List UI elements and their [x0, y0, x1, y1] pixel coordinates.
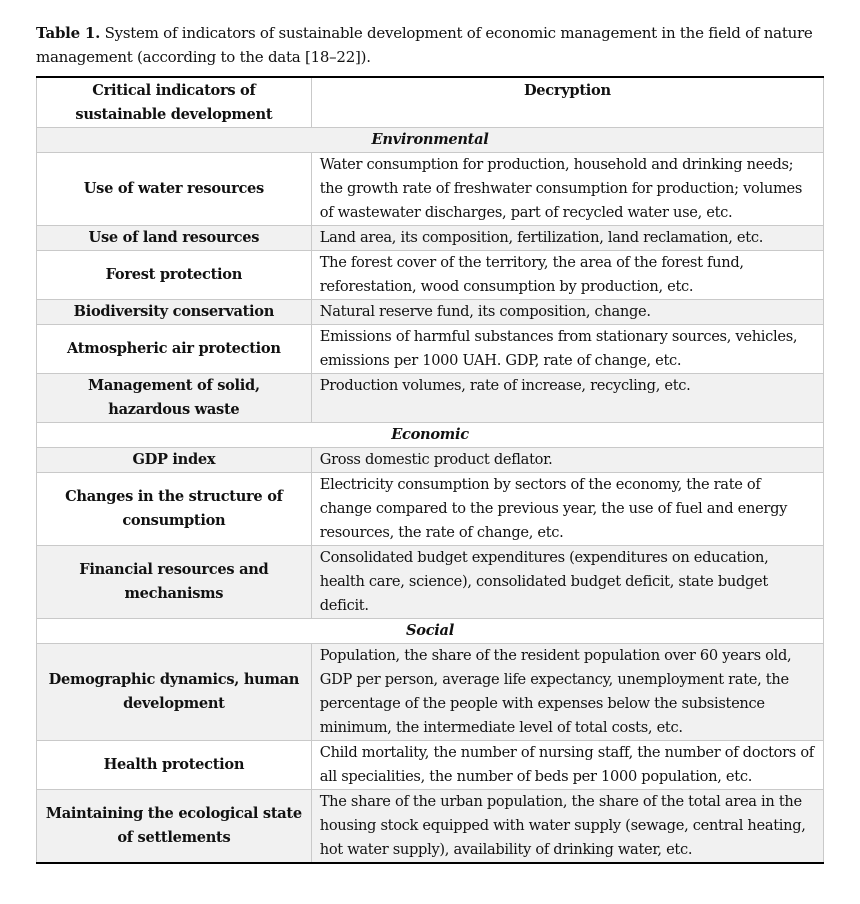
description-cell: Consolidated budget expenditures (expenditures on education, health care, science), consolidated budget deficit, state budget deficit.	[311, 546, 823, 619]
indicator-cell: Atmospheric air protection	[37, 325, 312, 374]
description-cell: Electricity consumption by sectors of the economy, the rate of change compared to the previous year, the use of fuel and energy resources, the rate of change, etc.	[311, 473, 823, 546]
table-row	[37, 546, 824, 619]
description-cell: Production volumes, rate of increase, recycling, etc.	[311, 374, 823, 423]
section-title: Social	[37, 619, 824, 644]
indicator-cell: Use of water resources	[37, 153, 312, 226]
table-caption-label: Table 1.	[36, 24, 101, 42]
section-title: Economic	[37, 423, 824, 448]
table-row	[37, 374, 824, 423]
table-row	[37, 473, 824, 546]
description-cell: Emissions of harmful substances from stationary sources, vehicles, emissions per 1000 UAH. GDP, rate of change, etc.	[311, 325, 823, 374]
table-row	[37, 741, 824, 790]
table-caption	[36, 21, 836, 69]
table-row	[37, 300, 824, 325]
table-row	[37, 644, 824, 741]
indicator-cell: Forest protection	[37, 251, 312, 300]
description-cell: The share of the urban population, the share of the total area in the housing stock equipped with water supply (sewage, central heating, hot water supply), availability of drinking water, etc.	[311, 790, 823, 864]
indicator-cell: GDP index	[37, 448, 312, 473]
description-cell: Land area, its composition, fertilization, land reclamation, etc.	[311, 226, 823, 251]
table-row	[37, 325, 824, 374]
table-row	[37, 448, 824, 473]
indicator-cell: Financial resources and mechanisms	[37, 546, 312, 619]
table-header-row	[37, 77, 824, 128]
indicator-cell: Changes in the structure of consumption	[37, 473, 312, 546]
column-header-indicators: Critical indicators of sustainable development	[37, 77, 312, 128]
indicator-cell: Management of solid, hazardous waste	[37, 374, 312, 423]
table-row	[37, 251, 824, 300]
indicator-cell: Demographic dynamics, human development	[37, 644, 312, 741]
table-row	[37, 153, 824, 226]
description-cell: Population, the share of the resident population over 60 years old, GDP per person, average life expectancy, unemployment rate, the percentage of the people with expenses below the subsistence minimum, the intermediate level of total costs, etc.	[311, 644, 823, 741]
indicator-cell: Use of land resources	[37, 226, 312, 251]
description-cell: Water consumption for production, household and drinking needs; the growth rate of freshwater consumption for production; volumes of wastewater discharges, part of recycled water use, etc.	[311, 153, 823, 226]
table-row	[37, 790, 824, 864]
description-cell: Gross domestic product deflator.	[311, 448, 823, 473]
indicator-cell: Health protection	[37, 741, 312, 790]
description-cell: Natural reserve fund, its composition, change.	[311, 300, 823, 325]
indicator-cell: Biodiversity conservation	[37, 300, 312, 325]
indicators-table	[36, 76, 824, 864]
description-cell: Child mortality, the number of nursing staff, the number of doctors of all specialities, the number of beds per 1000 population, etc.	[311, 741, 823, 790]
column-header-decryption: Decryption	[311, 77, 823, 128]
section-row-economic	[37, 423, 824, 448]
description-cell: The forest cover of the territory, the area of the forest fund, reforestation, wood consumption by production, etc.	[311, 251, 823, 300]
section-row-environmental	[37, 128, 824, 153]
section-row-social	[37, 619, 824, 644]
table-caption-text: System of indicators of sustainable development of economic management in the field of nature management (according to the data [18–22]).	[36, 24, 813, 66]
indicator-cell: Maintaining the ecological state of settlements	[37, 790, 312, 864]
section-title: Environmental	[37, 128, 824, 153]
table-row	[37, 226, 824, 251]
